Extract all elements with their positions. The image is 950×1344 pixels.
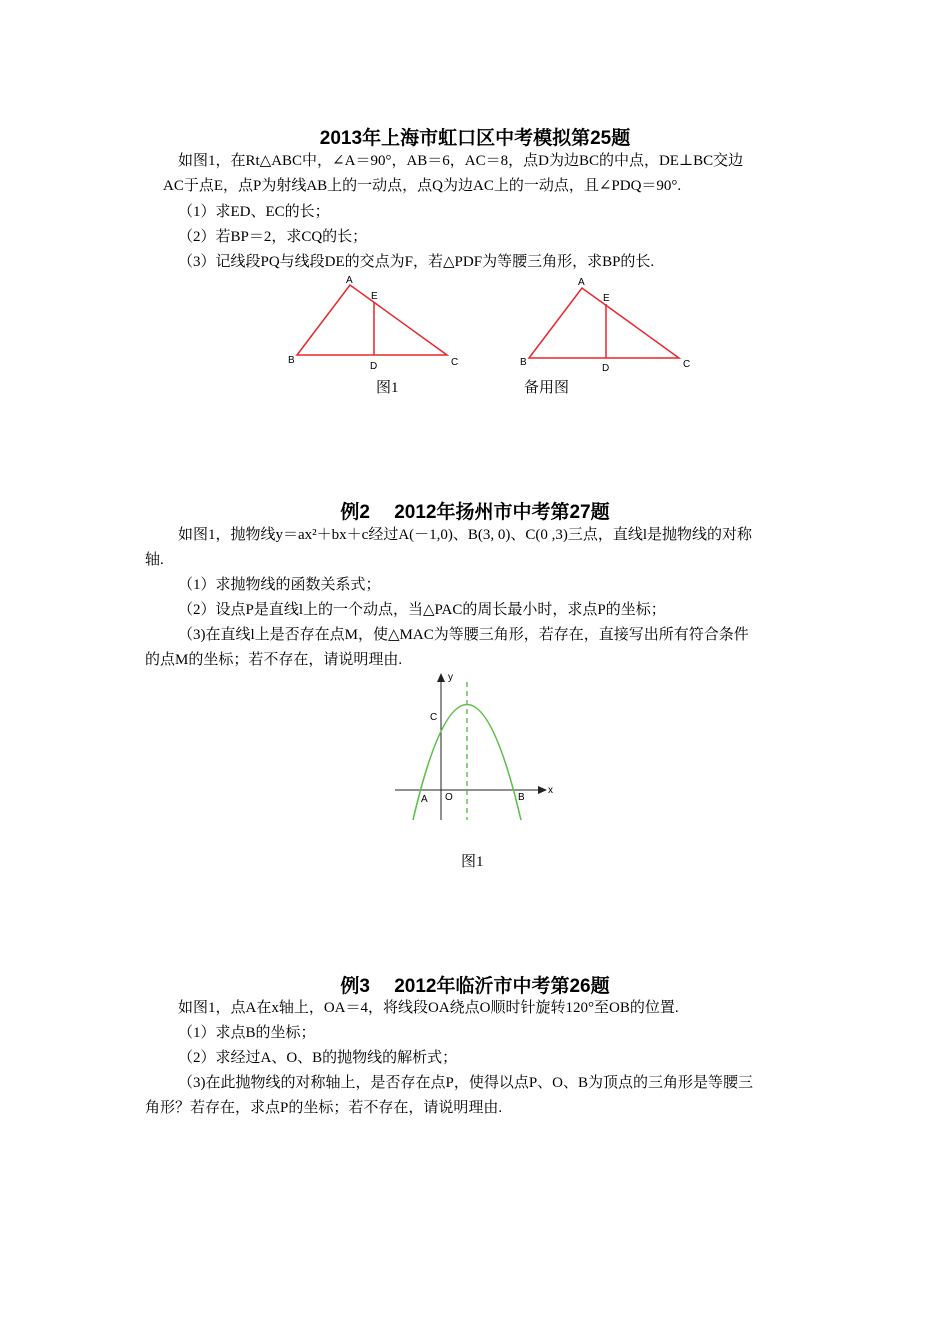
label-a: A: [421, 794, 428, 805]
label-c: C: [430, 712, 438, 723]
label-y: y: [448, 672, 453, 683]
triangle-figure-spare: [512, 272, 697, 372]
problem1-question-2: （2）若BP＝2，求CQ的长；: [178, 229, 368, 245]
y-axis-arrow: [437, 673, 445, 682]
problem1-title: 2013年上海市虹口区中考模拟第25题: [319, 128, 631, 149]
parabola-figure: [390, 668, 560, 828]
x-axis-arrow: [538, 786, 547, 794]
label-a: A: [346, 275, 353, 286]
problem3-title: 例3 2012年临沂市中考第26题: [340, 976, 610, 997]
problem1-line-2: AC于点E，点P为射线AB上的一动点，点Q为边AC上的一动点，且∠PDQ＝90°.: [163, 178, 682, 194]
label-e-spare: E: [603, 293, 610, 304]
problem2-line-2: 轴.: [145, 552, 164, 568]
problem2-question-3: （3)在直线l上是否存在点M，使△MAC为等腰三角形，若存在，直接写出所有符合条件: [178, 627, 749, 643]
problem1-line-1: 如图1，在Rt△ABC中，∠A＝90°，AB＝6，AC＝8，点D为边BC的中点，DE⊥BC交边: [178, 153, 744, 169]
problem1-question-3: （3）记线段PQ与线段DE的交点为F，若△PDF为等腰三角形，求BP的长.: [178, 254, 655, 270]
label-a-spare: A: [578, 277, 585, 288]
problem3-line-5: 角形？若存在，求点P的坐标；若不存在，请说明理由.: [145, 1100, 503, 1116]
label-b-spare: B: [520, 357, 527, 368]
problem3-question-3: （3)在此抛物线的对称轴上，是否存在点P，使得以点P、O、B为顶点的三角形是等腰三: [178, 1075, 754, 1091]
problem3-question-2: （2）求经过A、O、B的抛物线的解析式；: [178, 1050, 458, 1066]
problem2-line-6: 的点M的坐标；若不存在，请说明理由.: [145, 652, 403, 668]
label-d: D: [370, 361, 378, 372]
problem1-question-1: （1）求ED、EC的长；: [178, 204, 330, 220]
problem2-question-1: （1）求抛物线的函数关系式；: [178, 577, 381, 593]
label-x: x: [548, 785, 553, 796]
label-c: C: [451, 357, 459, 368]
figure-1-caption: 图1: [376, 380, 399, 396]
problem2-line-1: 如图1，抛物线y＝ax²＋bx＋c经过A(－1,0)、B(3, 0)、C(0 ,3)三点，直线l是抛物线的对称: [178, 527, 753, 543]
problem3-line-1: 如图1，点A在x轴上，OA＝4，将线段OA绕点O顺时针旋转120°至OB的位置.: [178, 1000, 679, 1016]
label-b: B: [518, 792, 525, 803]
problem3-question-1: （1）求点B的坐标；: [178, 1025, 316, 1041]
label-d-spare: D: [602, 363, 610, 372]
figure-2-caption: 图1: [461, 854, 484, 870]
label-o: O: [445, 792, 453, 803]
problem2-title: 例2 2012年扬州市中考第27题: [340, 502, 610, 523]
label-c-spare: C: [683, 359, 691, 370]
problem2-question-2: （2）设点P是直线l上的一个动点，当△PAC的周长最小时，求点P的坐标；: [178, 602, 666, 618]
label-e: E: [371, 291, 378, 302]
spare-figure-caption: 备用图: [524, 380, 570, 396]
label-b: B: [288, 355, 295, 366]
triangle-figure-1: [280, 272, 460, 372]
